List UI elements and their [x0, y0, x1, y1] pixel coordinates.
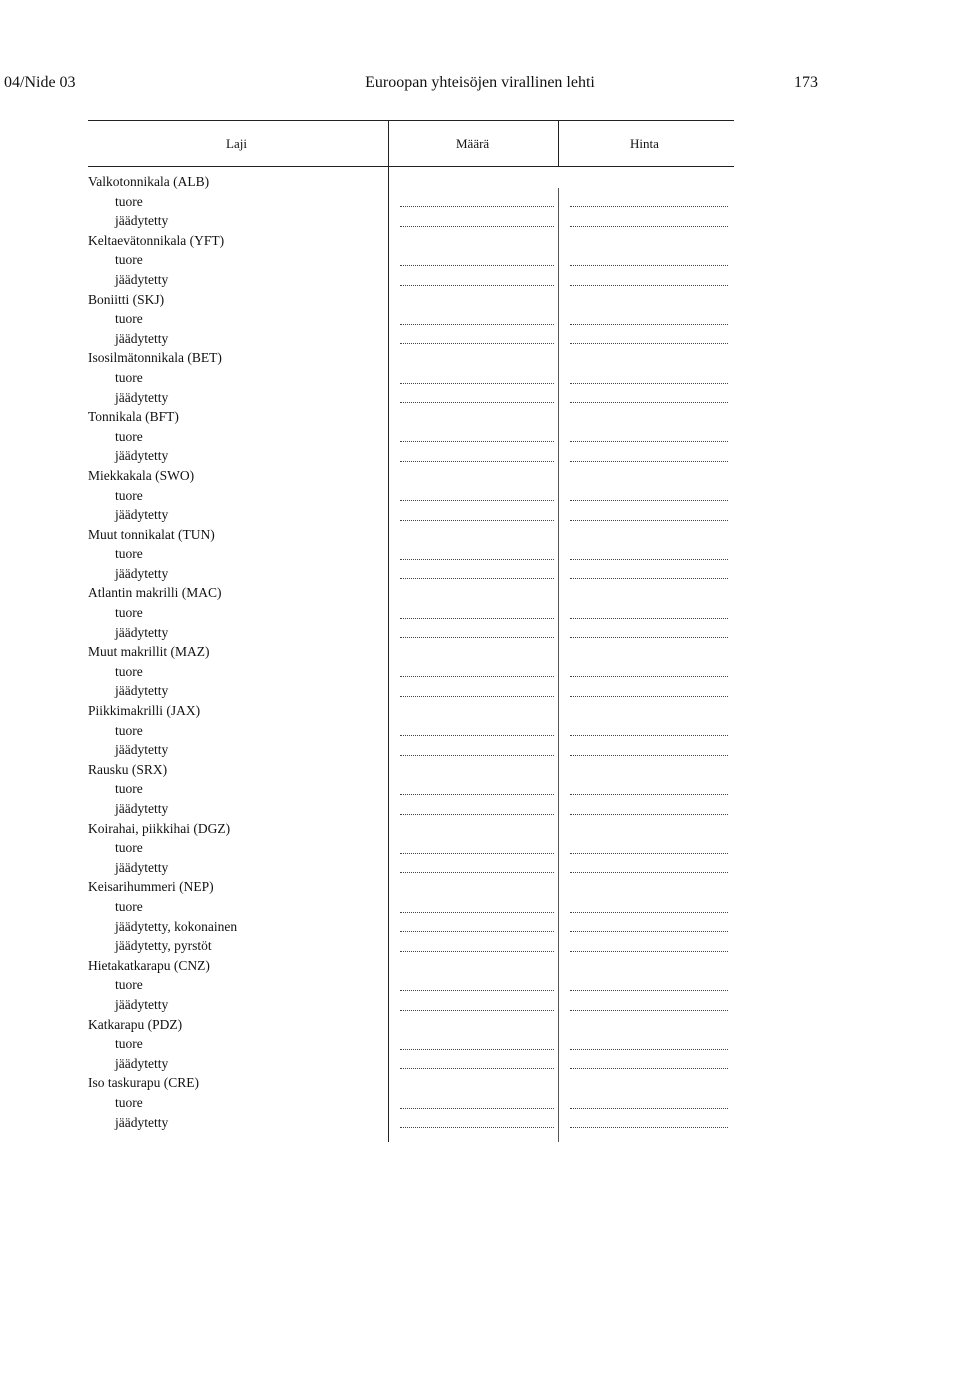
- price-blank: [570, 1067, 728, 1069]
- price-blank: [570, 793, 728, 795]
- species-row: [88, 172, 734, 192]
- species-row: [88, 1073, 734, 1093]
- form-label: tuore: [115, 1094, 143, 1110]
- form-row: [88, 721, 734, 741]
- form-row: [88, 250, 734, 270]
- form-row: [88, 1054, 734, 1074]
- form-label: jäädytetty: [115, 565, 169, 581]
- form-label: tuore: [115, 252, 143, 268]
- species-name: Muut makrillit (MAZ): [88, 644, 210, 660]
- price-blank: [570, 695, 728, 697]
- quantity-blank: [400, 813, 554, 815]
- form-label: jäädytetty: [115, 389, 169, 405]
- form-row: [88, 917, 734, 937]
- quantity-blank: [400, 225, 554, 227]
- form-row: [88, 388, 734, 408]
- journal-title: Euroopan yhteisöjen virallinen lehti: [365, 74, 595, 91]
- price-blank: [570, 577, 728, 579]
- quantity-blank: [400, 284, 554, 286]
- price-blank: [570, 911, 728, 913]
- quantity-blank: [400, 950, 554, 952]
- price-blank: [570, 989, 728, 991]
- form-label: jäädytetty, kokonainen: [115, 918, 238, 934]
- species-row: [88, 819, 734, 839]
- price-blank: [570, 754, 728, 756]
- species-row: [88, 642, 734, 662]
- form-row: [88, 446, 734, 466]
- quantity-blank: [400, 460, 554, 462]
- quantity-blank: [400, 382, 554, 384]
- quantity-blank: [400, 1048, 554, 1050]
- species-name: Valkotonnikala (ALB): [88, 174, 210, 189]
- quantity-blank: [400, 754, 554, 756]
- quantity-blank: [400, 342, 554, 344]
- form-label: tuore: [115, 193, 143, 209]
- form-row: [88, 505, 734, 525]
- price-blank: [570, 1107, 728, 1109]
- price-blank: [570, 1048, 728, 1050]
- species-row: [88, 348, 734, 368]
- quantity-blank: [400, 930, 554, 932]
- quantity-blank: [400, 440, 554, 442]
- quantity-blank: [400, 558, 554, 560]
- price-blank: [570, 558, 728, 560]
- form-row: [88, 936, 734, 956]
- form-row: [88, 427, 734, 447]
- quantity-blank: [400, 871, 554, 873]
- table-top-rule: [88, 120, 734, 121]
- quantity-blank: [400, 675, 554, 677]
- form-row: [88, 995, 734, 1015]
- form-row: [88, 623, 734, 643]
- quantity-blank: [400, 911, 554, 913]
- form-row: [88, 1034, 734, 1054]
- species-name: Tonnikala (BFT): [88, 409, 179, 425]
- species-name: Koirahai, piikkihai (DGZ): [88, 820, 231, 836]
- quantity-blank: [400, 734, 554, 736]
- form-label: jäädytetty: [115, 271, 169, 287]
- volume-label: 04/Nide 03: [4, 74, 76, 91]
- species-row: [88, 466, 734, 486]
- form-row: [88, 681, 734, 701]
- form-label: jäädytetty, pyrstöt: [115, 938, 212, 954]
- price-blank: [570, 460, 728, 462]
- table-body: [88, 172, 734, 1132]
- species-row: [88, 760, 734, 780]
- price-blank: [570, 734, 728, 736]
- form-row: [88, 544, 734, 564]
- quantity-blank: [400, 1067, 554, 1069]
- quantity-blank: [400, 989, 554, 991]
- form-label: tuore: [115, 546, 143, 562]
- quantity-blank: [400, 617, 554, 619]
- species-row: [88, 956, 734, 976]
- form-label: jäädytetty: [115, 1114, 169, 1130]
- species-name: Keltaevätonnikala (YFT): [88, 232, 225, 248]
- form-label: jäädytetty: [115, 683, 169, 699]
- form-row: [88, 838, 734, 858]
- header-bottom-rule: [88, 166, 734, 167]
- form-row: [88, 211, 734, 231]
- price-blank: [570, 813, 728, 815]
- form-label: tuore: [115, 722, 143, 738]
- page-number: 173: [794, 74, 818, 91]
- form-label: jäädytetty: [115, 996, 169, 1012]
- form-row: [88, 740, 734, 760]
- form-row: [88, 1093, 734, 1113]
- form-label: tuore: [115, 781, 143, 797]
- species-name: Hietakatkarapu (CNZ): [88, 957, 210, 973]
- species-name: Muut tonnikalat (TUN): [88, 526, 215, 542]
- species-row: [88, 583, 734, 603]
- form-row: [88, 309, 734, 329]
- quantity-blank: [400, 519, 554, 521]
- price-table: [88, 120, 734, 1142]
- price-blank: [570, 1126, 728, 1128]
- species-row: [88, 525, 734, 545]
- form-label: tuore: [115, 663, 143, 679]
- price-blank: [570, 284, 728, 286]
- quantity-blank: [400, 499, 554, 501]
- form-label: jäädytetty: [115, 801, 169, 816]
- price-blank: [570, 519, 728, 521]
- species-name: Iso taskurapu (CRE): [88, 1075, 199, 1091]
- form-label: tuore: [115, 1036, 143, 1052]
- price-blank: [570, 675, 728, 677]
- form-row: [88, 603, 734, 623]
- quantity-blank: [400, 852, 554, 854]
- form-label: tuore: [115, 369, 143, 385]
- quantity-blank: [400, 1107, 554, 1109]
- species-row: [88, 231, 734, 251]
- form-label: jäädytetty: [115, 624, 169, 640]
- species-name: Katkarapu (PDZ): [88, 1016, 183, 1032]
- species-row: [88, 701, 734, 721]
- form-label: tuore: [115, 487, 143, 503]
- species-row: [88, 1015, 734, 1035]
- form-row: [88, 858, 734, 878]
- quantity-blank: [400, 636, 554, 638]
- price-blank: [570, 499, 728, 501]
- form-label: jäädytetty: [115, 448, 169, 464]
- price-blank: [570, 440, 728, 442]
- price-blank: [570, 225, 728, 227]
- price-blank: [570, 636, 728, 638]
- price-blank: [570, 617, 728, 619]
- quantity-blank: [400, 401, 554, 403]
- price-blank: [570, 264, 728, 266]
- price-blank: [570, 323, 728, 325]
- price-blank: [570, 930, 728, 932]
- species-name: Isosilmätonnikala (BET): [88, 350, 222, 366]
- quantity-blank: [400, 323, 554, 325]
- form-label: jäädytetty: [115, 213, 169, 229]
- quantity-blank: [400, 1009, 554, 1011]
- form-label: jäädytetty: [115, 1055, 169, 1071]
- form-row: [88, 779, 734, 799]
- column-header-laji: Laji: [226, 136, 247, 151]
- species-name: Piikkimakrilli (JAX): [88, 703, 201, 719]
- price-blank: [570, 205, 728, 207]
- species-name: Keisarihummeri (NEP): [88, 879, 214, 895]
- quantity-blank: [400, 577, 554, 579]
- form-label: jäädytetty: [115, 859, 169, 875]
- price-blank: [570, 1009, 728, 1011]
- form-label: tuore: [115, 977, 143, 993]
- price-blank: [570, 342, 728, 344]
- species-name: Miekkakala (SWO): [88, 467, 195, 483]
- form-row: [88, 1113, 734, 1133]
- form-label: tuore: [115, 428, 143, 444]
- form-row: [88, 975, 734, 995]
- form-row: [88, 270, 734, 290]
- form-row: [88, 564, 734, 584]
- form-label: tuore: [115, 840, 143, 856]
- price-blank: [570, 401, 728, 403]
- quantity-blank: [400, 1126, 554, 1128]
- species-name: Atlantin makrilli (MAC): [88, 585, 222, 601]
- quantity-blank: [400, 793, 554, 795]
- form-row: [88, 192, 734, 212]
- form-label: jäädytetty: [115, 507, 169, 523]
- form-label: tuore: [115, 311, 143, 327]
- quantity-blank: [400, 695, 554, 697]
- form-row: [88, 329, 734, 349]
- quantity-blank: [400, 205, 554, 207]
- species-row: [88, 290, 734, 310]
- quantity-blank: [400, 264, 554, 266]
- column-header-maara: Määrä: [456, 136, 490, 151]
- column-divider-maara-head: [558, 120, 559, 166]
- form-label: jäädytetty: [115, 742, 169, 758]
- species-name: Rausku (SRX): [88, 761, 168, 777]
- price-blank: [570, 382, 728, 384]
- price-blank: [570, 950, 728, 952]
- form-row: [88, 799, 734, 819]
- price-blank: [570, 871, 728, 873]
- species-row: [88, 877, 734, 897]
- price-blank: [570, 852, 728, 854]
- page-header: [0, 74, 960, 98]
- form-label: tuore: [115, 898, 143, 914]
- form-label: jäädytetty: [115, 330, 169, 346]
- form-row: [88, 368, 734, 388]
- form-row: [88, 897, 734, 917]
- species-name: Boniitti (SKJ): [88, 291, 165, 307]
- form-label: tuore: [115, 605, 143, 621]
- column-header-hinta: Hinta: [630, 136, 659, 151]
- form-row: [88, 486, 734, 506]
- form-row: [88, 662, 734, 682]
- species-row: [88, 407, 734, 427]
